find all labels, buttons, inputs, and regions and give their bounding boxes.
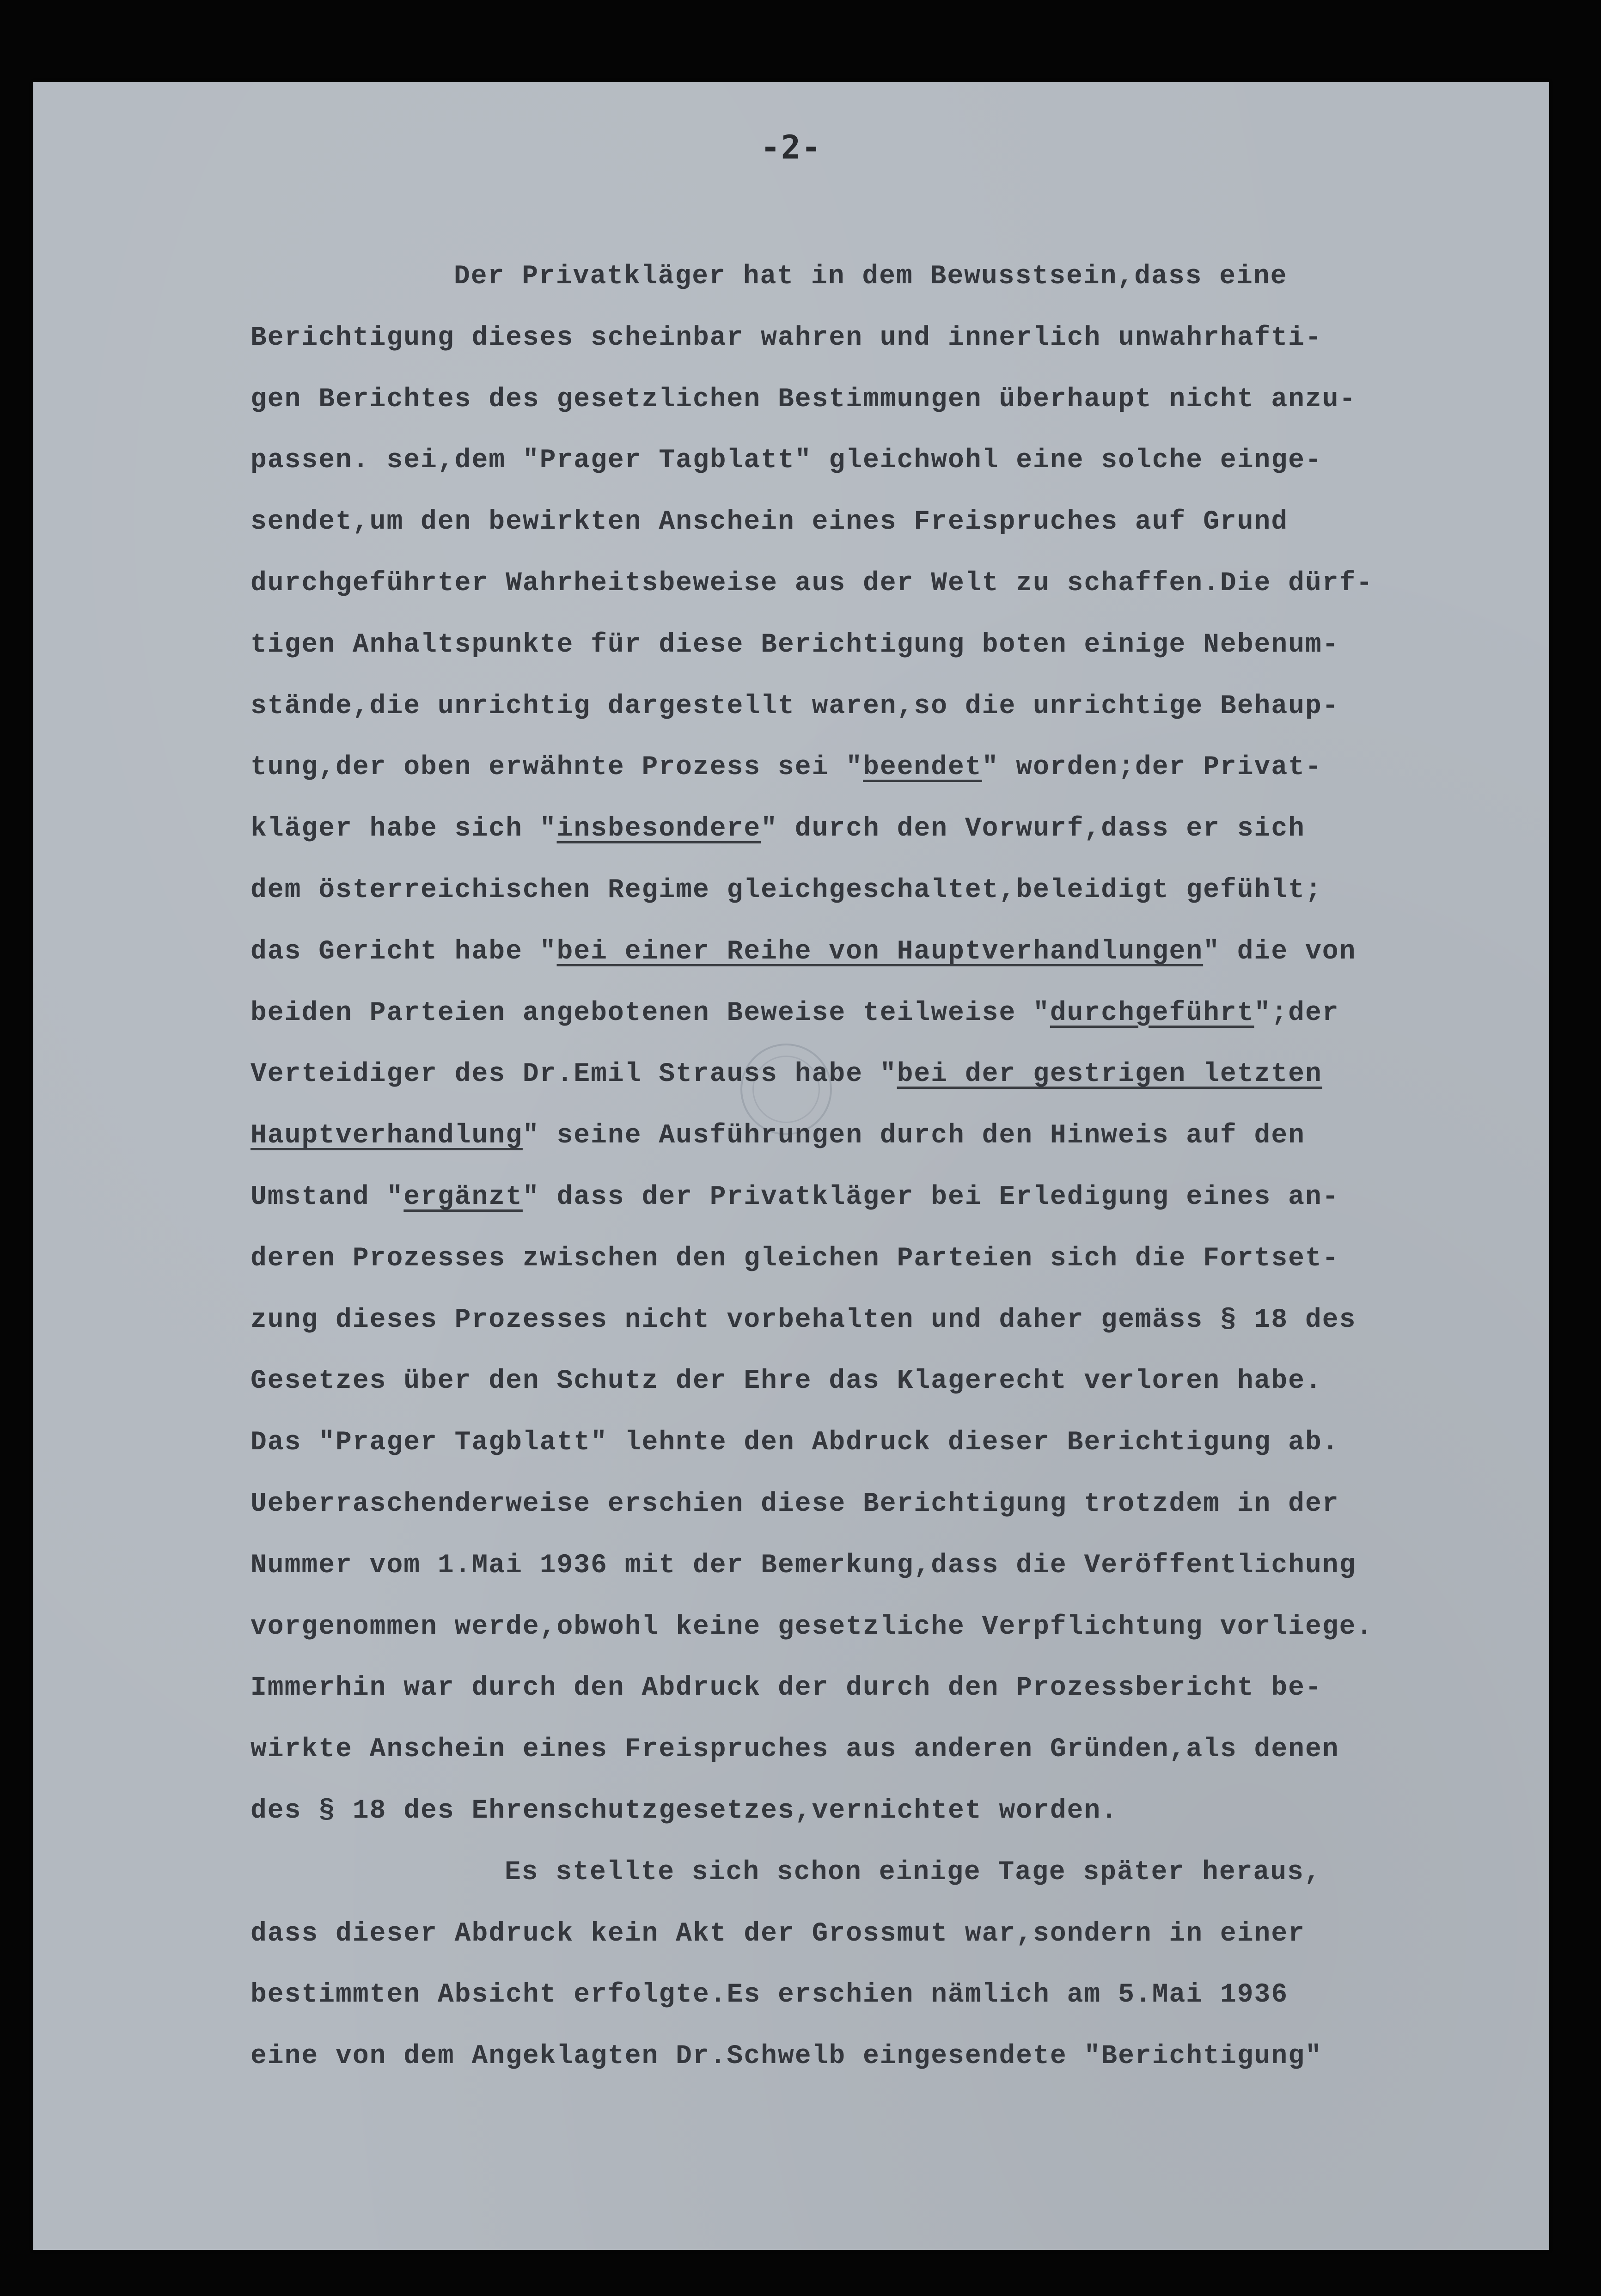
text-fragment: " durch den Vorwurf,dass er sich [761, 814, 1305, 844]
text-fragment: tung,der oben erwähnte Prozess sei " [251, 752, 863, 783]
text-line: Ueberraschenderweise erschien diese Berichtigung trotzdem in der [251, 1489, 1339, 1519]
text-line: dem österreichischen Regime gleichgeschaltet,beleidigt gefühlt; [251, 875, 1322, 905]
text-line [251, 1061, 1322, 1088]
text-line: zung dieses Prozesses nicht vorbehalten und daher gemäss § 18 des [251, 1305, 1357, 1335]
text-line: bestimmten Absicht erfolgte.Es erschien nämlich am 5.Mai 1936 [251, 1980, 1289, 2010]
underlined-phrase: beendet [863, 752, 982, 783]
text-fragment: " dass der Privatkläger bei Erledigung eines an- [522, 1182, 1339, 1212]
text-line: deren Prozesses zwischen den gleichen Parteien sich die Fortset- [251, 1243, 1339, 1274]
text-fragment: " die von [1203, 936, 1357, 967]
text-fragment: ";der [1254, 998, 1339, 1028]
text-line: passen. sei,dem "Prager Tagblatt" gleichwohl eine solche einge- [251, 446, 1322, 476]
underlined-phrase: bei einer Reihe von Hauptverhandlungen [556, 936, 1204, 967]
text-line: Nummer vom 1.Mai 1936 mit der Bemerkung,dass die Veröffentlichung [251, 1550, 1357, 1581]
text-line: Der Privatkläger hat in dem Bewusstsein,dass eine [454, 262, 1288, 292]
text-line [251, 816, 1305, 843]
underlined-phrase: ergänzt [403, 1182, 523, 1212]
text-line [251, 1184, 1339, 1211]
underlined-phrase: durchgeführt [1050, 998, 1254, 1028]
text-line: wirkte Anschein eines Freispruches aus anderen Gründen,als denen [251, 1734, 1339, 1765]
text-line: des § 18 des Ehrenschutzgesetzes,vernichtet worden. [251, 1796, 1118, 1826]
text-fragment: " seine Ausführungen durch den Hinweis auf den [522, 1121, 1305, 1151]
text-line: tigen Anhaltspunkte für diese Berichtigung boten einige Nebenum- [251, 629, 1339, 660]
text-fragment: " worden;der Privat- [982, 752, 1322, 783]
text-fragment: Verteidiger des Dr.Emil Strauss habe " [251, 1059, 897, 1090]
text-line: gen Berichtes des gesetzlichen Bestimmungen überhaupt nicht anzu- [251, 384, 1357, 415]
text-fragment: das Gericht habe " [251, 936, 557, 967]
underlined-phrase: bei der gestrigen letzten [897, 1059, 1322, 1090]
text-line: sendet,um den bewirkten Anschein eines Freispruches auf Grund [251, 507, 1289, 537]
text-line [251, 1000, 1339, 1027]
text-line: Es stellte sich schon einige Tage später heraus, [505, 1857, 1321, 1887]
text-line: Das "Prager Tagblatt" lehnte den Abdruck dieser Berichtigung ab. [251, 1428, 1339, 1458]
text-fragment: Umstand " [251, 1182, 404, 1212]
text-line: Gesetzes über den Schutz der Ehre das Klagerecht verloren habe. [251, 1366, 1322, 1397]
underlined-phrase: Hauptverhandlung [251, 1121, 523, 1151]
document-page [33, 82, 1549, 2250]
text-line: vorgenommen werde,obwohl keine gesetzliche Verpflichtung vorliege. [251, 1612, 1374, 1642]
text-line [251, 936, 1357, 967]
text-fragment: beiden Parteien angebotenen Beweise teilweise " [251, 998, 1050, 1028]
text-line: Immerhin war durch den Abdruck der durch den Prozessbericht be- [251, 1673, 1322, 1704]
text-line: durchgeführter Wahrheitsbeweise aus der Welt zu schaffen.Die dürf- [251, 568, 1374, 598]
body-text [33, 82, 1549, 2250]
text-line: Berichtigung dieses scheinbar wahren und innerlich unwahrhafti- [251, 323, 1322, 353]
text-line [251, 1123, 1305, 1149]
text-line: stände,die unrichtig dargestellt waren,so die unrichtige Behaup- [251, 691, 1339, 721]
text-line: dass dieser Abdruck kein Akt der Grossmut war,sondern in einer [251, 1918, 1305, 1949]
page-number: -2- [760, 128, 822, 166]
underlined-phrase: insbesondere [556, 814, 761, 844]
text-line [251, 754, 1322, 781]
text-fragment: kläger habe sich " [251, 814, 557, 844]
text-line: eine von dem Angeklagten Dr.Schwelb eingesendete "Berichtigung" [251, 2041, 1322, 2072]
